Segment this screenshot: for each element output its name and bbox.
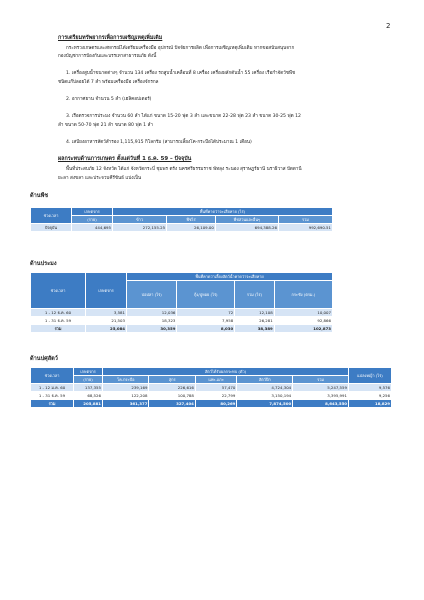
prep-item2: 2. อากาศยาน จำนวน 5 ลำ (เฮลิคอปเตอร์) xyxy=(66,97,152,102)
cell-farmers: 444,695 xyxy=(72,224,113,232)
cell-total: 12,108 xyxy=(235,309,275,317)
livestock-col-poultry: สัตว์ปีก xyxy=(237,376,293,384)
fishery-col-area-group: พื้นที่คาดว่าเลี้ยงสัตว์น้ำคาดว่าจะเสียหาย xyxy=(127,273,333,281)
cell-period: 1 - 12 ม.ค. 60 xyxy=(31,384,74,392)
crops-col-field: พืชไร่ xyxy=(167,216,216,224)
cell-shrimp: 8,030 xyxy=(177,325,235,333)
table-row xyxy=(31,384,392,392)
cell-total: 38,389 xyxy=(235,325,275,333)
cell-total: 3,395,991 xyxy=(293,392,349,400)
cell-poultry: 3,150,194 xyxy=(237,392,293,400)
cell-pasture: 18,829 xyxy=(349,400,392,408)
cell-horti: 694,388.26 xyxy=(215,224,278,232)
table-total-row xyxy=(31,400,392,408)
prep-intro-line1: กระทรวงเกษตรและสหกรณ์ได้เตรียมเครื่องมือ อุปกรณ์ ปัจจัยการผลิต เพื่อการเผชิญเหตุเพิ่มเติม หากขอสนับสนุนจาก xyxy=(66,46,295,51)
cell-farmers: 205,881 xyxy=(74,400,103,408)
livestock-table xyxy=(30,367,392,408)
crops-title: ด้านพืช xyxy=(30,193,49,199)
cell-goat: 57,470 xyxy=(195,384,237,392)
cell-cage: 92,866 xyxy=(274,317,332,325)
cell-period: 1 - 12 ธ.ค. 60 xyxy=(31,309,86,317)
cell-pond: 12,036 xyxy=(127,309,177,317)
cell-shrimp: 7,958 xyxy=(177,317,235,325)
prep-item4: 4. เสบียงอาหารสัตว์สำรอง 1,115,915 กิโลกรัม (สามารถเลี้ยงโค-กระบือได้ประมาณ 1 เดือน) xyxy=(66,140,252,145)
livestock-col-cattle: โค-กระบือ xyxy=(103,376,149,384)
prep-item3-line2: ลำ ขนาด 50-70 ฟุต 21 ลำ ขนาด 80 ฟุต 1 ลำ xyxy=(58,123,153,128)
table-row xyxy=(31,317,333,325)
cell-period: รวม xyxy=(31,325,86,333)
livestock-col-period: ช่วงเวลา xyxy=(31,368,74,384)
cell-period: ปัจจุบัน xyxy=(31,224,72,232)
cell-period: 1 - 31 ธ.ค. 59 xyxy=(31,392,74,400)
livestock-title: ด้านปศุสัตว์ xyxy=(30,356,58,362)
livestock-col-goat: แพะ-แกะ xyxy=(195,376,237,384)
cell-pond: 30,359 xyxy=(127,325,177,333)
fishery-col-period: ช่วงเวลา xyxy=(31,273,86,309)
prep-item3-line1: 3. เรือตรวจการประมง จำนวน 60 ลำ ได้แก่ ขนาด 15-20 ฟุต 3 ลำ และขนาด 22-28 ฟุต 23 ลำ ขนาด 30-25 ฟุต 12 xyxy=(66,114,301,119)
cell-farmers: 21,503 xyxy=(86,317,127,325)
cell-total: 8,643,550 xyxy=(293,400,349,408)
cell-pasture: 9,576 xyxy=(349,384,392,392)
crops-col-rice: ข้าว xyxy=(113,216,167,224)
fishery-col-shrimp: กุ้ง/ปูหอย (ไร่) xyxy=(177,281,235,309)
table-row xyxy=(31,224,333,232)
cell-cage: 102,873 xyxy=(274,325,332,333)
fishery-col-total: รวม (ไร่) xyxy=(235,281,275,309)
cell-total: 26,281 xyxy=(235,317,275,325)
impact-text-line2: ยะลา สงขลา และประจวบคีรีขันธ์ แบ่งเป็น xyxy=(58,176,142,181)
cell-cattle: 122,208 xyxy=(103,392,149,400)
impact-text-line1: พื้นที่ประสบภัย 12 จังหวัด ได้แก่ จังหวัดกระบี่ ชุมพร ตรัง นครศรีธรรมราช พัทลุง ระนอง สุราษฎร์ธานี นราธิวาส ปัตตานี xyxy=(66,167,302,172)
cell-period: 1 - 31 ธ.ค. 59 xyxy=(31,317,86,325)
cell-pig: 100,788 xyxy=(149,392,195,400)
cell-poultry: 7,874,500 xyxy=(237,400,293,408)
fishery-col-farmers: เกษตรกร xyxy=(86,273,127,309)
fishery-title: ด้านประมง xyxy=(30,261,57,267)
cell-goat: 80,269 xyxy=(195,400,237,408)
cell-pasture: 9,256 xyxy=(349,392,392,400)
table-total-row xyxy=(31,325,333,333)
crops-col-horti: พืชสวนและอื่นๆ xyxy=(215,216,278,224)
page-number: 2 xyxy=(386,22,391,30)
cell-cattle: 361,377 xyxy=(103,400,149,408)
cell-pond: 18,323 xyxy=(127,317,177,325)
cell-farmers: 68,526 xyxy=(74,392,103,400)
prep-heading: การเตรียมทรัพยากรเพื่อการเผชิญเหตุเพิ่มเติม xyxy=(58,35,163,41)
cell-farmers: 137,355 xyxy=(74,384,103,392)
fishery-table xyxy=(30,272,333,333)
cell-total: 5,247,559 xyxy=(293,384,349,392)
cell-pig: 327,404 xyxy=(149,400,195,408)
table-row xyxy=(31,392,392,400)
cell-farmers: 3,581 xyxy=(86,309,127,317)
table-row xyxy=(31,309,333,317)
prep-item1-line2: ชนิดแก๊ปลอยได้ 7 ลำ พร้อมเครื่องมือ เครื่องจักรกล xyxy=(58,80,159,85)
cell-goat: 22,799 xyxy=(195,392,237,400)
impact-heading: ผลกระทบด้านการเกษตร ตั้งแต่วันที่ 1 ธ.ค. 59 – ปัจจุบัน xyxy=(58,156,192,162)
fishery-col-cage: กระชัง (ตรม.) xyxy=(274,281,332,309)
cell-poultry: 4,724,304 xyxy=(237,384,293,392)
crops-col-farmers-unit: (ราย) xyxy=(72,216,113,224)
fishery-col-pond: บ่อปลา (ไร่) xyxy=(127,281,177,309)
prep-item1-line1: 1. เครื่องสูบน้ำขนาดต่างๆ จำนวน 134 เครื่อง รถสูบน้ำเคลื่อนที่ 8 เครื่อง เครื่องผลักดันน้ำ 55 เครื่อง เรือกำจัดวัชพืช xyxy=(66,71,296,76)
cell-period: รวม xyxy=(31,400,74,408)
cell-farmers: 25,084 xyxy=(86,325,127,333)
livestock-col-total: รวม xyxy=(293,376,349,384)
cell-rice: 272,155.25 xyxy=(113,224,167,232)
crops-col-farmers: เกษตรกร xyxy=(72,208,113,216)
livestock-col-pig: สุกร xyxy=(149,376,195,384)
cell-total: 992,690.51 xyxy=(278,224,332,232)
cell-cage: 10,007 xyxy=(274,309,332,317)
cell-shrimp: 72 xyxy=(177,309,235,317)
livestock-col-farmers: เกษตรกร xyxy=(74,368,103,376)
cell-pig: 226,616 xyxy=(149,384,195,392)
crops-col-area-group: พื้นที่คาดว่าจะเสียหาย (ไร่) xyxy=(113,208,333,216)
crops-table xyxy=(30,207,333,232)
crops-col-total: รวม xyxy=(278,216,332,224)
prep-intro-line2: กองบัญชาการป้องกันและบรรเทาสาธารณภัย ดังนี้ xyxy=(58,54,157,59)
livestock-col-farmers-unit: (ราย) xyxy=(74,376,103,384)
cell-cattle: 239,169 xyxy=(103,384,149,392)
crops-col-period: ช่วงเวลา xyxy=(31,208,72,224)
livestock-col-group: สัตว์ได้รับผลกระทบ (ตัว) xyxy=(103,368,349,376)
livestock-col-pasture: แปลงหญ้า (ไร่) xyxy=(349,368,392,384)
cell-field: 26,109.00 xyxy=(167,224,216,232)
